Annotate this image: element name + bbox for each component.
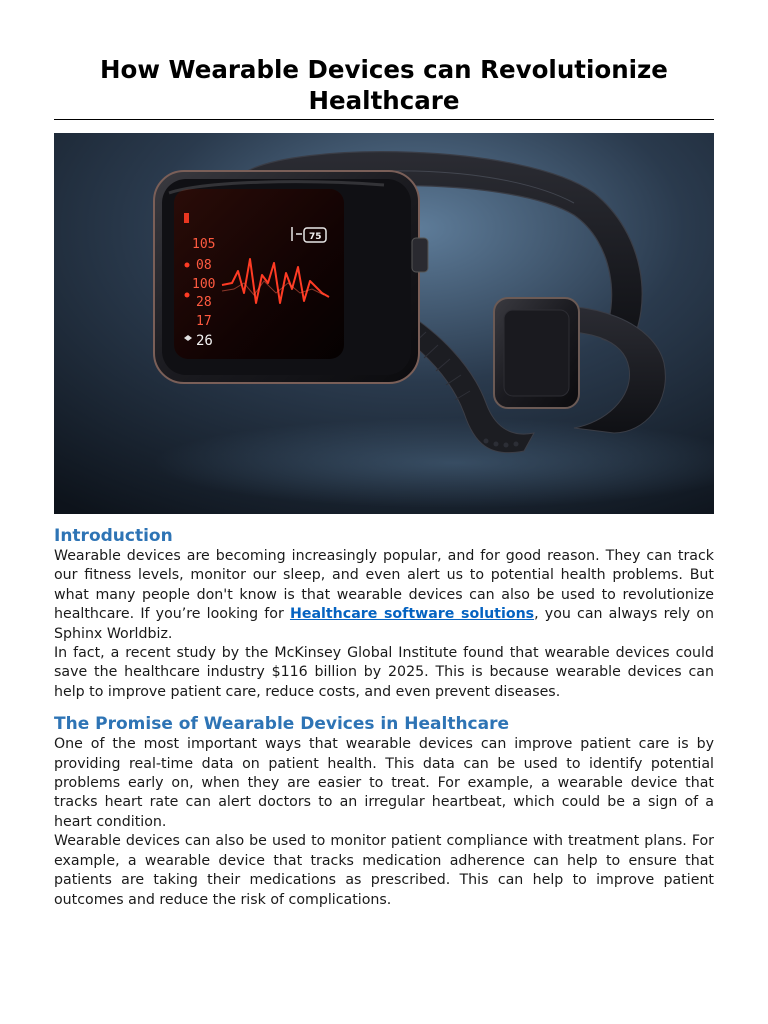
screen-reading-2: 08 xyxy=(196,258,212,273)
section-heading-introduction: Introduction xyxy=(54,526,173,546)
document-title: How Wearable Devices can Revolutionize Healthcare xyxy=(100,55,668,115)
screen-reading-1: 105 xyxy=(192,237,216,252)
screen-reading-6: 26 xyxy=(196,333,213,349)
title-divider xyxy=(54,119,714,120)
intro-paragraph-1 xyxy=(54,547,714,644)
intro-paragraph-1-text-end: , you can always rely on Sphinx Worldbiz. xyxy=(54,606,714,642)
intro-paragraph-2: In fact, a recent study by the McKinsey Global Institute found that wearable devices could save the healthcare industry $116 billion by 2025. This is because wearable devices can help to improve patient care, reduce costs, and even prevent diseases. xyxy=(54,645,714,700)
healthcare-software-solutions-link[interactable]: Healthcare software solutions xyxy=(289,606,535,623)
screen-reading-3: 100 xyxy=(192,277,216,292)
promise-paragraph-2: Wearable devices can also be used to monitor patient compliance with treatment plans. For example, a wearable device that tracks medication adherence can help to ensure that patients are taking their medications as prescribed. This can help to improve patient outcomes and reduce the risk of complications. xyxy=(54,833,714,908)
section-heading-promise: The Promise of Wearable Devices in Healthcare xyxy=(54,714,510,735)
screen-reading-5: 17 xyxy=(196,314,212,329)
hero-image-smartwatch xyxy=(54,133,714,514)
screen-reading-4: 28 xyxy=(196,295,212,310)
screen-badge: 75 xyxy=(309,232,322,242)
document-page xyxy=(54,54,714,910)
intro-paragraph-1-text-start: Wearable devices are becoming increasingly popular, and for good reason. They can track our fitness levels, monitor our sleep, and even alert us to potential health problems. But what many people don't know is that wearable devices can also be used to revolutionize healthcare. If you’re looking for xyxy=(54,548,714,623)
promise-paragraph-1: One of the most important ways that wearable devices can improve patient care is by providing real-time data on patient health. This data can be used to identify potential problems early on, when they are easier to treat. For example, a wearable device that tracks heart rate can alert doctors to an irregular heartbeat, which could be a sign of a heart condition. xyxy=(54,736,714,830)
